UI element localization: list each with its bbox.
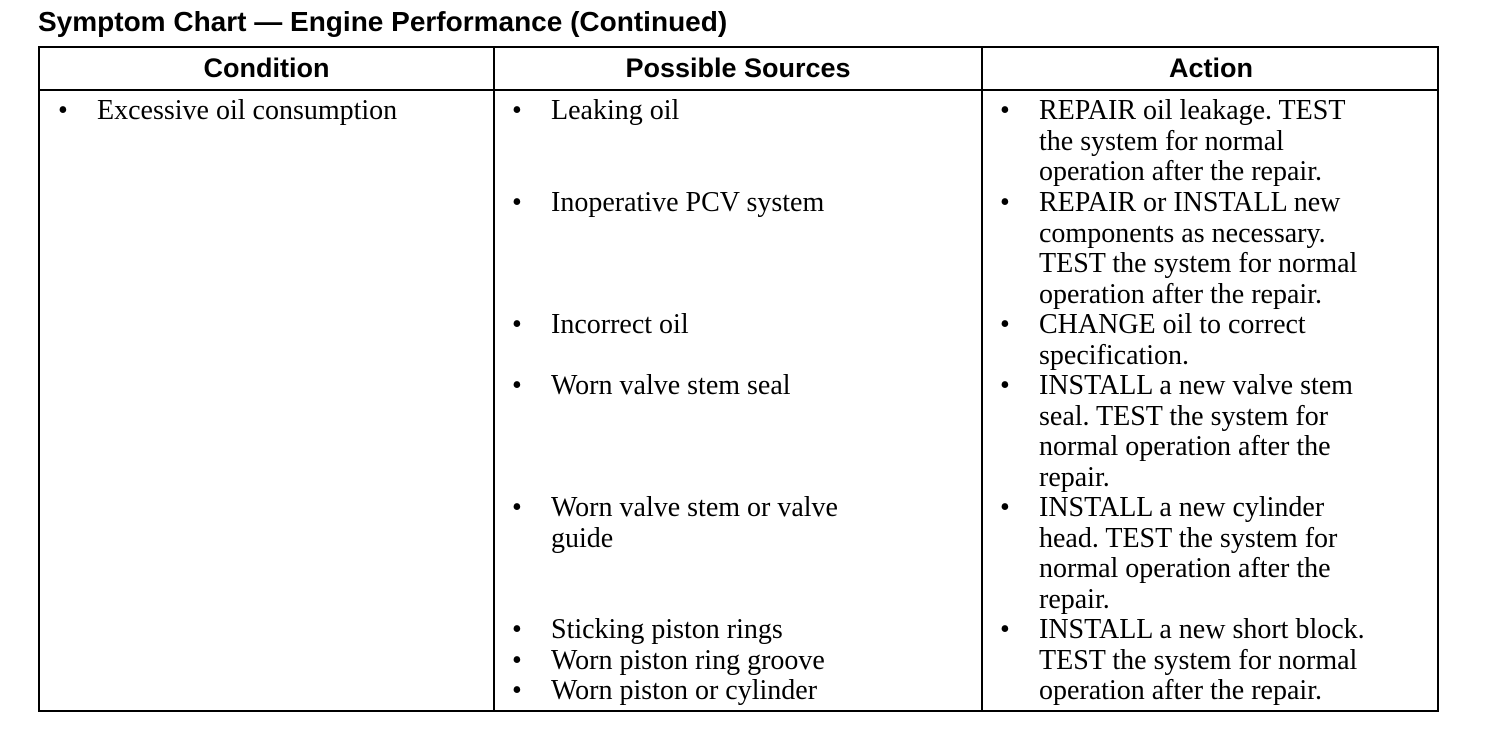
bullet-icon: • [1000, 187, 1010, 218]
bullet-icon: • [512, 492, 522, 523]
action-item [992, 188, 1357, 310]
action-text: normal operation after the [1039, 553, 1331, 584]
action-text: TEST the system for normal [1039, 644, 1358, 676]
bullet-icon: • [512, 370, 522, 401]
bullet-icon: • [512, 675, 522, 706]
column-divider [493, 48, 495, 710]
bullet-icon: • [1000, 370, 1010, 401]
source-item [504, 371, 791, 402]
condition-text: Excessive oil consumption [97, 95, 398, 126]
source-item [504, 646, 825, 677]
bullet-icon: • [1000, 309, 1010, 340]
bullet-icon: • [1000, 95, 1010, 126]
bullet-icon: • [512, 645, 522, 676]
action-text: INSTALL a new valve stem [1039, 370, 1353, 401]
action-text: REPAIR or INSTALL new [1039, 187, 1341, 218]
bullet-icon: • [1000, 492, 1010, 523]
bullet-icon: • [1000, 614, 1010, 645]
condition-item [50, 96, 397, 127]
action-item [992, 96, 1345, 188]
action-text: head. TEST the system for [1039, 522, 1338, 554]
source-item [504, 96, 679, 127]
action-text: operation after the repair. [1039, 278, 1322, 310]
action-text: repair. [1039, 461, 1110, 493]
bullet-icon: • [58, 95, 68, 126]
bullet-icon: • [512, 187, 522, 218]
action-text: repair. [1039, 583, 1110, 615]
source-item [504, 676, 817, 707]
action-text: CHANGE oil to correct [1039, 309, 1306, 340]
action-text: components as necessary. [1039, 217, 1326, 249]
action-text: INSTALL a new short block. [1039, 614, 1365, 645]
source-item [504, 188, 824, 219]
source-item [504, 615, 783, 646]
header-action: Action [1169, 53, 1253, 83]
source-item [504, 310, 689, 341]
column-divider [981, 48, 983, 710]
action-text: the system for normal [1039, 125, 1284, 157]
symptom-table [38, 46, 1439, 712]
header-divider [40, 89, 1437, 91]
bullet-icon: • [512, 95, 522, 126]
action-item [992, 310, 1306, 371]
header-possible-sources: Possible Sources [625, 53, 851, 83]
source-text: Worn piston or cylinder [551, 675, 818, 706]
action-text: operation after the repair. [1039, 156, 1322, 187]
source-text: Leaking oil [551, 95, 680, 126]
action-text: INSTALL a new cylinder [1039, 492, 1325, 523]
action-text: seal. TEST the system for [1039, 400, 1329, 432]
bullet-icon: • [512, 614, 522, 645]
source-text: Sticking piston rings [551, 614, 783, 645]
action-item [992, 615, 1365, 707]
action-item [992, 371, 1353, 493]
source-text: Worn piston ring groove [551, 645, 825, 676]
source-item [504, 493, 838, 554]
source-text: Incorrect oil [551, 309, 689, 340]
bullet-icon: • [512, 309, 522, 340]
action-text: normal operation after the [1039, 431, 1331, 462]
action-text: TEST the system for normal [1039, 248, 1358, 279]
source-text: Worn valve stem or valve [551, 492, 838, 523]
action-text: REPAIR oil leakage. TEST [1039, 95, 1346, 126]
action-item [992, 493, 1337, 615]
header-condition: Condition [203, 53, 330, 83]
source-text: Worn valve stem seal [551, 370, 791, 401]
action-text: specification. [1039, 339, 1190, 371]
source-text: guide [551, 522, 614, 554]
action-text: operation after the repair. [1039, 675, 1322, 706]
source-text: Inoperative PCV system [551, 187, 825, 218]
page-title: Symptom Chart — Engine Performance (Continued) [38, 6, 728, 37]
